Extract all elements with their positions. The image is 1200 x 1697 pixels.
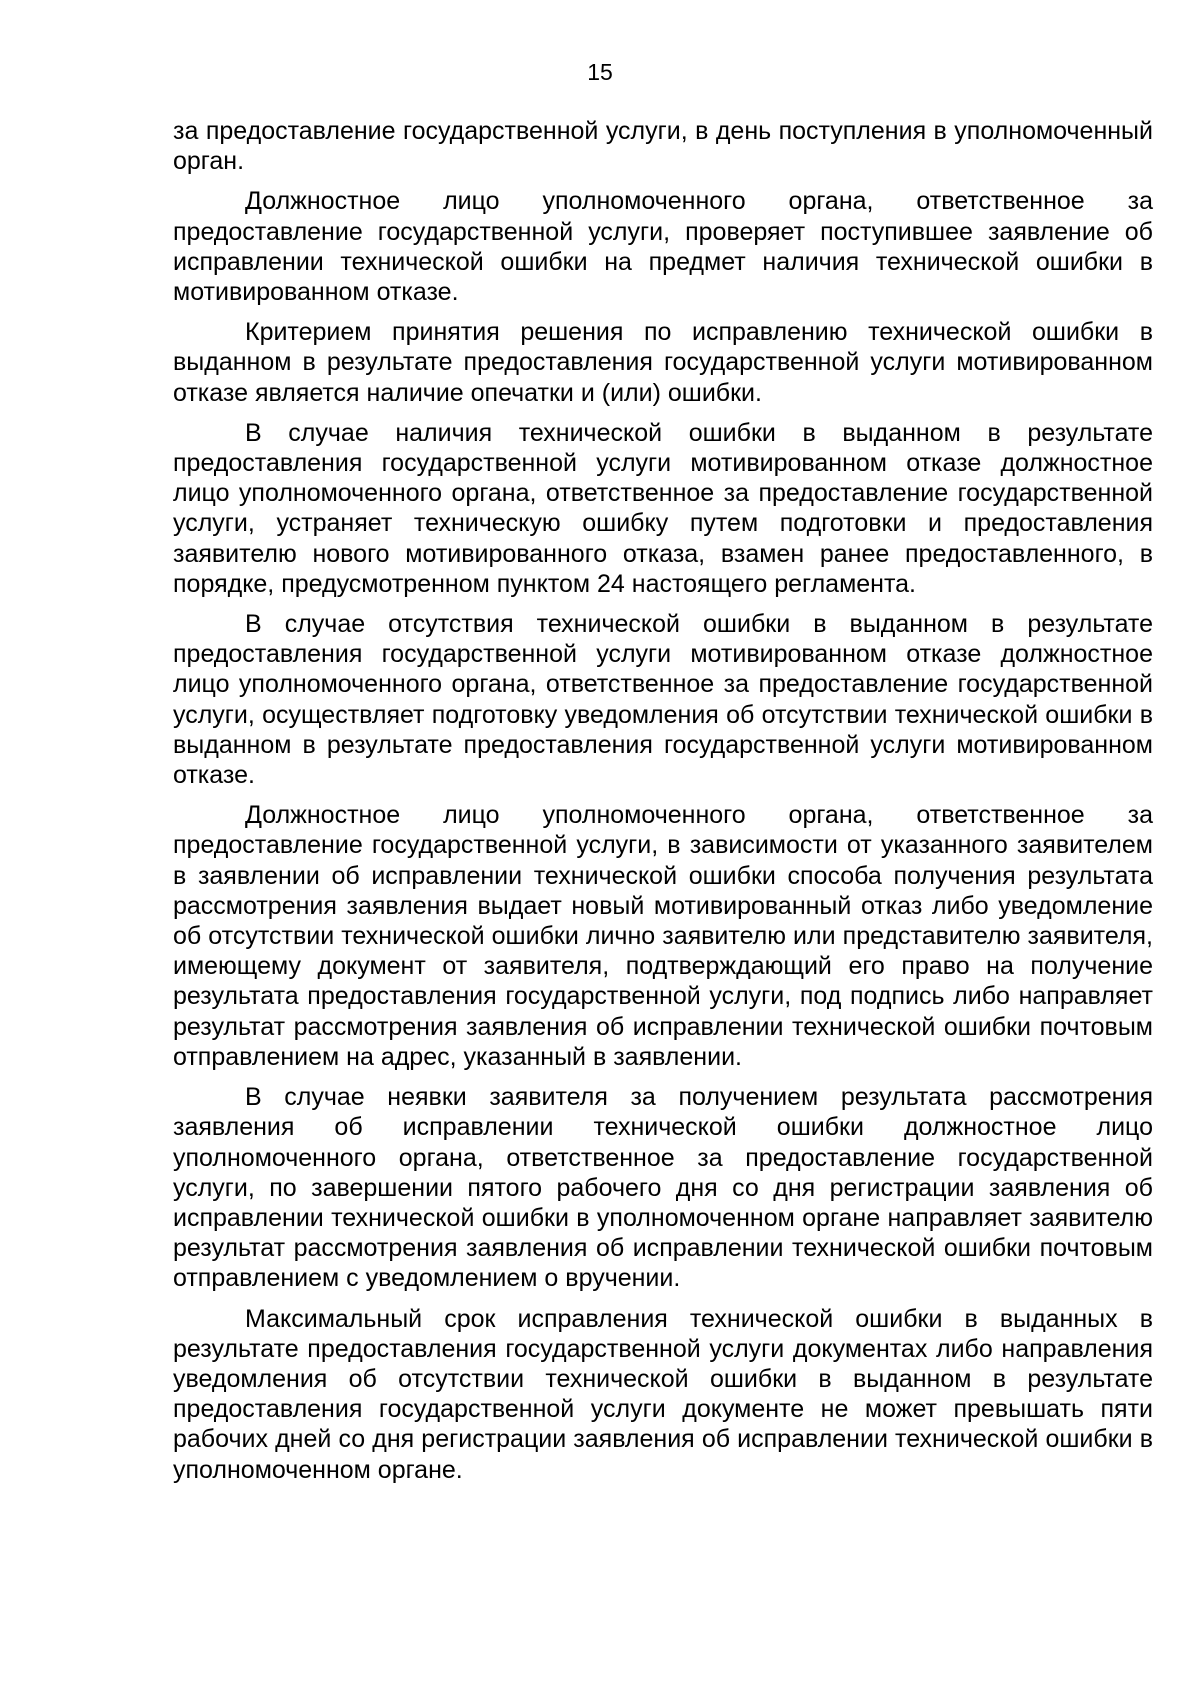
paragraph-error-check: Должностное лицо уполномоченного органа, ответственное за предоставление государственной услуги, проверяет поступившее заявление об исправлении технической ошибки на предмет наличия технической ошибки в мотивированном отказе. — [173, 187, 1153, 307]
paragraph-maximum-term: Максимальный срок исправления технической ошибки в выданных в результате предоставления государственной услуги документах либо направления уведомления об отсутствии технической ошибки в выданном в результате предоставления государственной услуги документе не может превышать пяти рабочих дней со дня регистрации заявления об исправлении технической ошибки в уполномоченном органе. — [173, 1304, 1153, 1484]
page-number: 15 — [587, 59, 613, 85]
paragraph-result-delivery: Должностное лицо уполномоченного органа, ответственное за предоставление государственной услуги, в зависимости от указанного заявителем в заявлении об исправлении технической ошибки способа получения результата рассмотрения заявления выдает новый мотивированный отказ либо уведомление об отсутствии технической ошибки лично заявителю или представителю заявителя, имеющему документ от заявителя, подтверждающий его право на получение результата предоставления государственной услуги, под подпись либо направляет результат рассмотрения заявления об исправлении технической ошибки почтовым отправлением на адрес, указанный в заявлении. — [173, 801, 1153, 1071]
paragraph-error-present: В случае наличия технической ошибки в выданном в результате предоставления государственной услуги мотивированном отказе должностное лицо уполномоченного органа, ответственное за предоставление государственной услуги, устраняет техническую ошибку путем подготовки и предоставления заявителю нового мотивированного отказа, взамен ранее предоставленного, в порядке, предусмотренном пунктом 24 настоящего регламента. — [173, 418, 1153, 598]
document-body — [173, 116, 1153, 1495]
paragraph-no-show: В случае неявки заявителя за получением результата рассмотрения заявления об исправлении технической ошибки должностное лицо уполномоченного органа, ответственное за предоставление государственной услуги, по завершении пятого рабочего дня со дня регистрации заявления об исправлении технической ошибки в уполномоченном органе направляет заявителю результат рассмотрения заявления об исправлении технической ошибки почтовым отправлением с уведомлением о вручении. — [173, 1083, 1153, 1293]
paragraph-continuation: за предоставление государственной услуги, в день поступления в уполномоченный орган. — [173, 117, 1153, 176]
paragraph-decision-criterion: Критерием принятия решения по исправлению технической ошибки в выданном в результате предоставления государственной услуги мотивированном отказе является наличие опечатки и (или) ошибки. — [173, 318, 1153, 407]
paragraph-error-absent: В случае отсутствия технической ошибки в выданном в результате предоставления государственной услуги мотивированном отказе должностное лицо уполномоченного органа, ответственное за предоставление государственной услуги, осуществляет подготовку уведомления об отсутствии технической ошибки в выданном в результате предоставления государственной услуги мотивированном отказе. — [173, 610, 1153, 790]
